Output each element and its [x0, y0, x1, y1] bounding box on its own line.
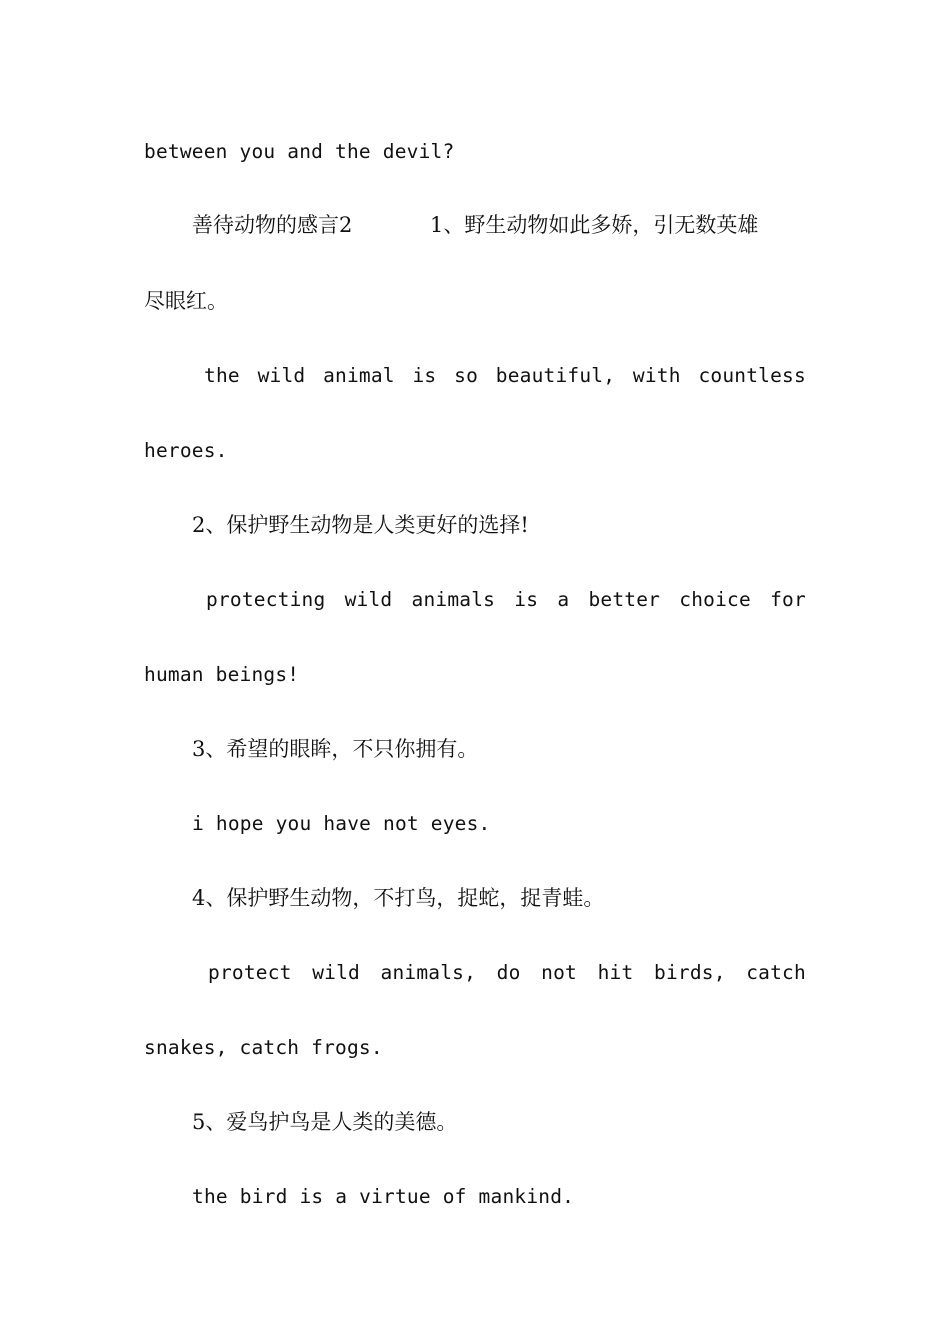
word: wild [312, 961, 360, 984]
text-line: 尽眼红。 [144, 289, 228, 313]
word: for [770, 588, 806, 611]
text-line: i hope you have not eyes. [192, 812, 491, 835]
word: protect [208, 961, 292, 984]
word: so [454, 364, 479, 387]
word: animal [323, 364, 395, 387]
word: do [496, 961, 521, 984]
text-line: the bird is a virtue of mankind. [192, 1185, 575, 1208]
text-line-justified [206, 587, 806, 613]
word: protecting [206, 588, 326, 611]
word: wild [344, 588, 393, 611]
word: animals, [380, 961, 477, 984]
word: not [541, 961, 577, 984]
text-line: 5、爱鸟护鸟是人类的美德。 [192, 1110, 458, 1134]
word: the [204, 364, 240, 387]
text-line: snakes, catch frogs. [144, 1036, 383, 1059]
word: wild [257, 364, 306, 387]
word: with [632, 364, 681, 387]
section-heading: 善待动物的感言2 [192, 213, 353, 237]
text-line: human beings! [144, 663, 300, 686]
text-line: between you and the devil? [144, 140, 455, 163]
text-line: 3、希望的眼眸，不只你拥有。 [192, 737, 479, 761]
text-line: 4、保护野生动物，不打鸟，捉蛇，捉青蛙。 [192, 886, 605, 910]
text-line: 2、保护野生动物是人类更好的选择! [192, 513, 529, 537]
word: birds, [654, 961, 726, 984]
word: choice [679, 588, 751, 611]
text-line-justified [204, 363, 806, 389]
word: a [557, 588, 570, 611]
word: beautiful, [495, 364, 616, 387]
word: animals [411, 588, 496, 611]
word: is [514, 588, 539, 611]
text-line: 1、野生动物如此多娇，引无数英雄 [430, 213, 759, 237]
word: better [588, 588, 661, 611]
word: catch [746, 961, 806, 984]
text-line-justified [208, 960, 806, 986]
word: countless [698, 364, 806, 387]
word: is [412, 364, 437, 387]
text-line: heroes. [144, 439, 228, 462]
word: hit [597, 961, 634, 984]
